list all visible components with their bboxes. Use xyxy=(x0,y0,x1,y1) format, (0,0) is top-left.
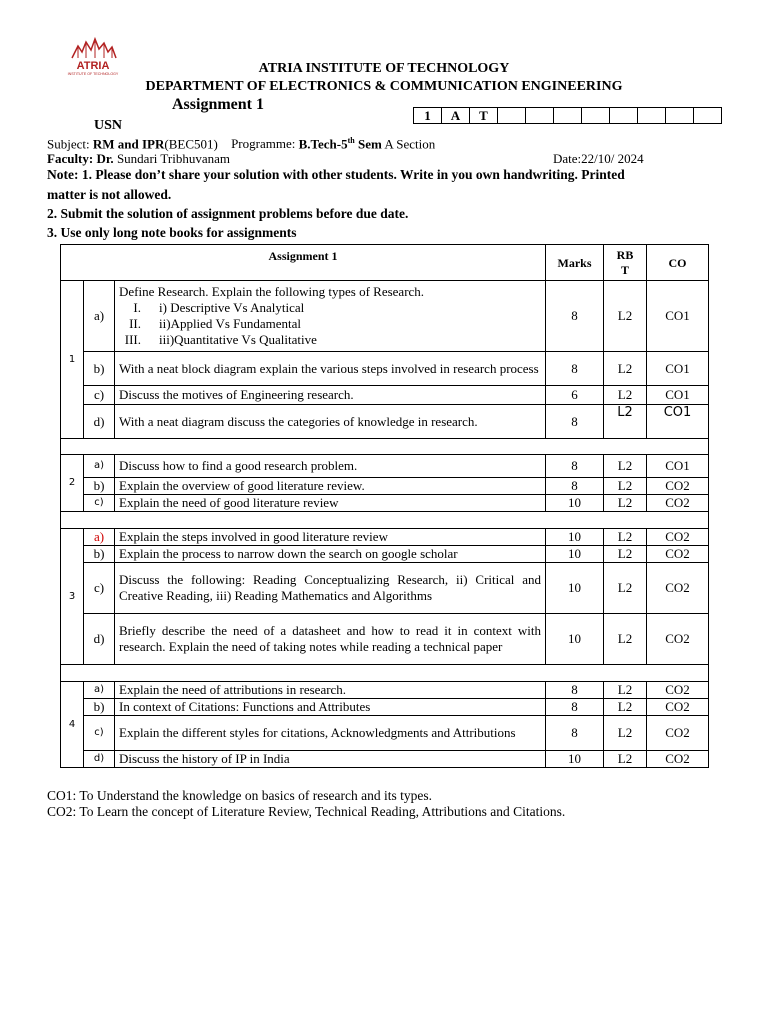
faculty-line: Faculty: Dr. Sundari Tribhuvanam xyxy=(47,151,230,166)
co: CO2 xyxy=(647,699,709,716)
assignment-title: Assignment 1 xyxy=(172,96,265,113)
header-rbt: RB T xyxy=(604,245,647,281)
usn-cell: A xyxy=(442,108,470,124)
question-text: Explain the different styles for citations, Acknowledgments and Attributions xyxy=(115,716,546,751)
sub-label: b) xyxy=(84,478,115,495)
rbt: L2 xyxy=(604,546,647,563)
table-row xyxy=(61,478,709,495)
table-row xyxy=(61,699,709,716)
svg-text:ATRIA: ATRIA xyxy=(76,60,110,72)
rbt: L2 xyxy=(604,495,647,512)
co: CO2 xyxy=(647,546,709,563)
rbt: L2 xyxy=(604,563,647,614)
co: CO1 xyxy=(647,386,709,405)
rbt: L2 xyxy=(604,716,647,751)
question-text: Discuss how to find a good research problem. xyxy=(115,455,546,478)
marks: 8 xyxy=(546,716,604,751)
usn-cell xyxy=(638,108,666,124)
co: CO2 xyxy=(647,614,709,665)
usn-cell xyxy=(666,108,694,124)
co: CO2 xyxy=(647,682,709,699)
question-text: Explain the steps involved in good literature review xyxy=(115,529,546,546)
date-text: Date:22/10/ 2024 xyxy=(553,151,644,166)
table-header-row xyxy=(61,245,709,281)
usn-label: USN xyxy=(94,118,123,133)
marks: 10 xyxy=(546,563,604,614)
table-row xyxy=(61,614,709,665)
sub-label: b) xyxy=(84,699,115,716)
marks: 10 xyxy=(546,529,604,546)
co: CO1 xyxy=(647,281,709,352)
note-1: Note: 1. Please don’t share your solution with other students. Write in you own handwriting. Printed xyxy=(47,167,625,182)
question-number: 2 xyxy=(61,455,84,512)
sub-label: d) xyxy=(84,405,115,439)
question-text: Explain the need of good literature review xyxy=(115,495,546,512)
marks: 10 xyxy=(546,614,604,665)
marks: 8 xyxy=(546,699,604,716)
table-row xyxy=(61,751,709,768)
usn-cell xyxy=(694,108,722,124)
usn-cell xyxy=(582,108,610,124)
department-name: DEPARTMENT OF ELECTRONICS & COMMUNICATION ENGINEERING xyxy=(145,79,623,94)
rbt: L2 xyxy=(604,405,647,439)
usn-cell xyxy=(526,108,554,124)
usn-cell xyxy=(554,108,582,124)
question-text: Explain the overview of good literature review. xyxy=(115,478,546,495)
marks: 8 xyxy=(546,352,604,386)
question-text: With a neat block diagram explain the various steps involved in research process xyxy=(115,352,546,386)
sub-label: c) xyxy=(84,386,115,405)
sub-label: c) xyxy=(84,563,115,614)
marks: 8 xyxy=(546,281,604,352)
co: CO2 xyxy=(647,563,709,614)
question-text: With a neat diagram discuss the categories of knowledge in research. xyxy=(115,405,546,439)
question-text: Discuss the following: Reading Conceptualizing Research, ii) Critical and Creative Reading, iii) Reading Mathematics and Algorithms xyxy=(115,563,546,614)
spacer-row xyxy=(61,512,709,529)
marks: 8 xyxy=(546,478,604,495)
question-number: 1 xyxy=(61,281,84,439)
co: CO2 xyxy=(647,478,709,495)
header-assignment: Assignment 1 xyxy=(61,245,546,281)
table-row xyxy=(61,716,709,751)
table-row xyxy=(61,352,709,386)
table-row xyxy=(61,563,709,614)
usn-boxes xyxy=(413,107,722,124)
marks: 10 xyxy=(546,495,604,512)
marks: 10 xyxy=(546,751,604,768)
usn-cell: T xyxy=(470,108,498,124)
marks: 6 xyxy=(546,386,604,405)
question-number: 4 xyxy=(61,682,84,768)
sub-label: c) xyxy=(84,495,115,512)
header-marks: Marks xyxy=(546,245,604,281)
co: CO2 xyxy=(647,751,709,768)
rbt: L2 xyxy=(604,352,647,386)
table-row xyxy=(61,405,709,439)
sub-label: c) xyxy=(84,716,115,751)
rbt: L2 xyxy=(604,614,647,665)
question-text: Explain the process to narrow down the search on google scholar xyxy=(115,546,546,563)
marks: 8 xyxy=(546,405,604,439)
question-text: Discuss the motives of Engineering research. xyxy=(115,386,546,405)
rbt: L2 xyxy=(604,455,647,478)
table-row xyxy=(61,386,709,405)
sub-label: b) xyxy=(84,546,115,563)
note-3: 3. Use only long note books for assignments xyxy=(47,225,297,240)
table-row xyxy=(61,495,709,512)
co: CO1 xyxy=(647,352,709,386)
sub-label: b) xyxy=(84,352,115,386)
sub-label: d) xyxy=(84,751,115,768)
question-text: In context of Citations: Functions and Attributes xyxy=(115,699,546,716)
usn-cell xyxy=(498,108,526,124)
spacer-row xyxy=(61,439,709,455)
rbt: L2 xyxy=(604,682,647,699)
co: CO2 xyxy=(647,716,709,751)
spacer-row xyxy=(61,665,709,682)
sub-label: a) xyxy=(84,455,115,478)
co: CO2 xyxy=(647,529,709,546)
co: CO1 xyxy=(647,455,709,478)
sub-label: d) xyxy=(84,614,115,665)
rbt: L2 xyxy=(604,751,647,768)
marks: 8 xyxy=(546,682,604,699)
question-text: Define Research. Explain the following types of Research. I. i) Descriptive Vs Analytical II. ii)Applied Vs Fundamental III. iii)Quantitative Vs Qualitative xyxy=(115,281,546,352)
co: CO2 xyxy=(647,495,709,512)
institute-name: ATRIA INSTITUTE OF TECHNOLOGY xyxy=(258,61,510,76)
rbt: L2 xyxy=(604,281,647,352)
question-number: 3 xyxy=(61,529,84,665)
header-co: CO xyxy=(647,245,709,281)
sub-label: a) xyxy=(84,682,115,699)
svg-text:INSTITUTE OF TECHNOLOGY: INSTITUTE OF TECHNOLOGY xyxy=(67,72,119,76)
rbt: L2 xyxy=(604,699,647,716)
marks: 10 xyxy=(546,546,604,563)
question-text: Discuss the history of IP in India xyxy=(115,751,546,768)
subject-line: Subject: RM and IPR(BEC501) Programme: B.Tech-5th Sem A Section xyxy=(47,136,436,152)
table-row xyxy=(61,281,709,352)
question-text: Briefly describe the need of a datasheet and how to read it in context with research. Explain the need of taking notes while reading a technical paper xyxy=(115,614,546,665)
question-text: Explain the need of attributions in research. xyxy=(115,682,546,699)
rbt: L2 xyxy=(604,529,647,546)
table-row xyxy=(61,546,709,563)
sub-label: a) xyxy=(84,281,115,352)
question-table xyxy=(60,244,709,768)
usn-cell xyxy=(610,108,638,124)
course-outcome-1: CO1: To Understand the knowledge on basics of research and its types. xyxy=(47,788,432,803)
note-2: 2. Submit the solution of assignment problems before due date. xyxy=(47,206,409,221)
marks: 8 xyxy=(546,455,604,478)
table-row xyxy=(61,529,709,546)
table-row xyxy=(61,455,709,478)
sub-label: a) xyxy=(84,529,115,546)
note-1-continued: matter is not allowed. xyxy=(47,187,172,202)
usn-cell: 1 xyxy=(414,108,442,124)
rbt: L2 xyxy=(604,386,647,405)
co: CO1 xyxy=(647,405,709,439)
rbt: L2 xyxy=(604,478,647,495)
course-outcome-2: CO2: To Learn the concept of Literature Review, Technical Reading, Attributions and Citations. xyxy=(47,804,566,819)
table-row xyxy=(61,682,709,699)
